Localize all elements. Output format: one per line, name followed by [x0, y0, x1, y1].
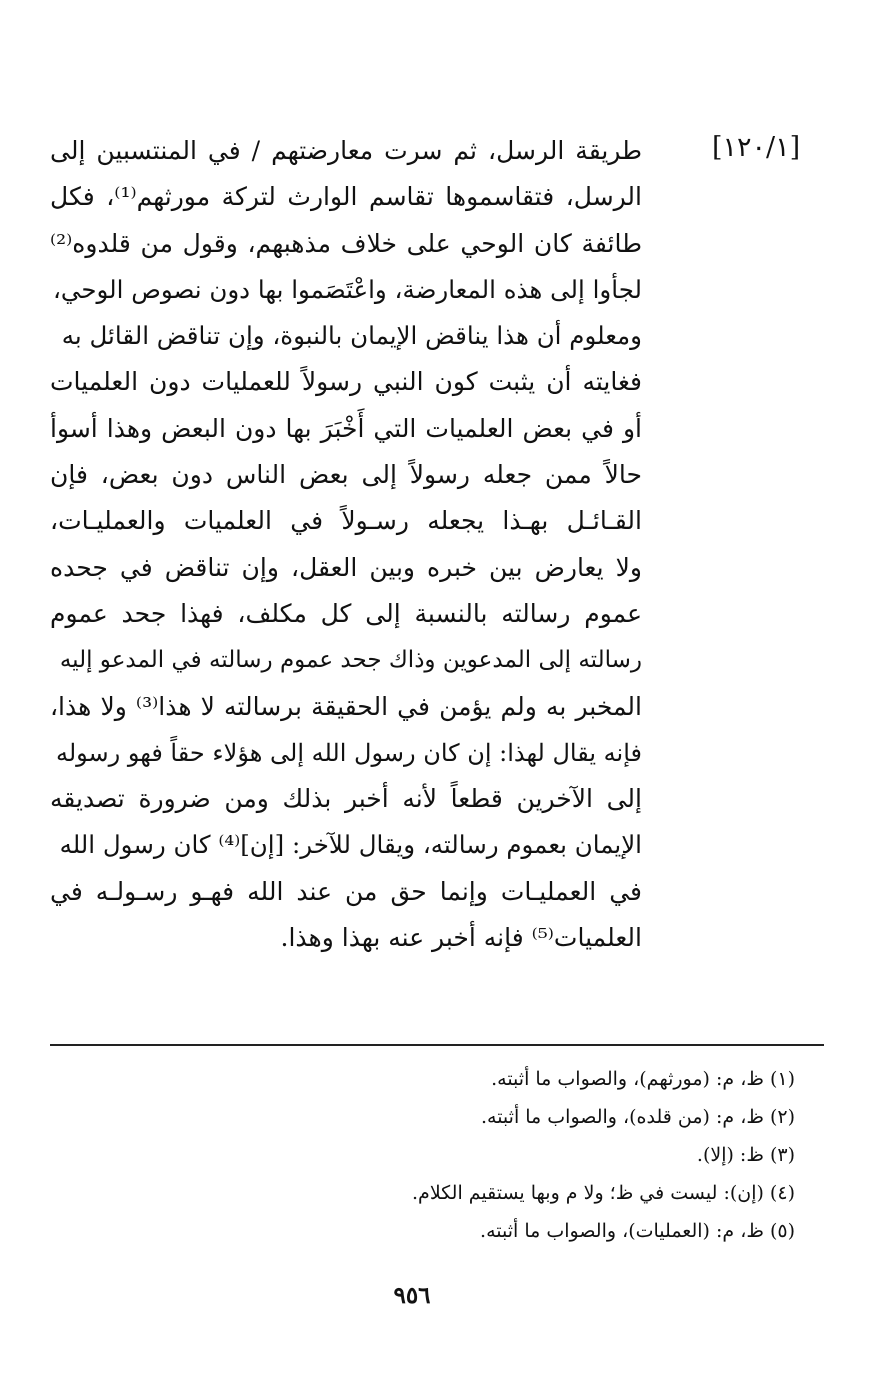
margin-reference: [١٢٠/١]: [712, 132, 801, 163]
text-line: عموم رسالته بالنسبة إلى كل مكلف، فهذا جحد عموم: [50, 598, 642, 628]
text-line: في العمليـات وإنما حق من عند الله فهـو رسـولـه في: [50, 876, 642, 906]
text-line: فغايته أن يثبت كون النبي رسولاً للعمليات دون العلميات: [50, 367, 642, 397]
text-line: طريقة الرسل، ثم سرت معارضتهم / في المنتسبين إلى: [50, 136, 642, 165]
text-line: العلميات⁽⁵⁾ فإنه أخبر عنه بهذا وهذا.: [280, 923, 642, 953]
footnote-divider: [50, 1044, 824, 1046]
footnote: (٣) ظ: (إلا).: [696, 1144, 795, 1166]
text-line: إلى الآخرين قطعاً لأنه أخبر بذلك ومن ضرورة تصديقه: [50, 784, 642, 814]
main-text-block: [50, 128, 642, 961]
footnote: (١) ظ، م: (مورثهم)، والصواب ما أثبته.: [491, 1068, 795, 1090]
text-line: القـائـل بهـذا يجعله رسـولاً في العلميات والعمليـات،: [50, 506, 642, 536]
text-line: طائفة كان الوحي على خلاف مذهبهم، وقول من قلدوه⁽²⁾: [50, 228, 642, 258]
text-line: فإنه يقال لهذا: إن كان رسول الله إلى هؤلاء حقاً فهو رسوله: [55, 738, 642, 767]
text-line: ولا يعارض بين خبره وبين العقل، وإن تناقض في جحده: [50, 552, 642, 582]
footnotes-list: [50, 1060, 795, 1250]
text-line: أو في بعض العلميات التي أَخْبَرَ بها دون البعض وهذا أسوأ: [50, 413, 642, 443]
footnote: (٢) ظ، م: (من قلده)، والصواب ما أثبته.: [480, 1106, 795, 1128]
text-line: الرسل، فتقاسموها تقاسم الوارث لتركة مورثهم⁽¹⁾، فكل: [50, 182, 642, 212]
text-line: المخبر به ولم يؤمن في الحقيقة برسالته لا هذا⁽³⁾ ولا هذا،: [50, 691, 642, 721]
text-line: رسالته إلى المدعوين وذاك جحد عموم رسالته في المدعو إليه: [59, 647, 642, 674]
footnote: (٤) (إن): ليست في ظ؛ ولا م وبها يستقيم الكلام.: [412, 1182, 795, 1204]
text-line: لجأوا إلى هذه المعارضة، واعْتَصَموا بها دون نصوص الوحي،: [53, 274, 642, 304]
page-number: ٩٥٦: [393, 1282, 431, 1309]
text-line: حالاً ممن جعله رسولاً إلى بعض الناس دون بعض، فإن: [50, 460, 642, 490]
text-line: ومعلوم أن هذا يناقض الإيمان بالنبوة، وإن تناقض القائل به: [61, 321, 642, 351]
text-line: الإيمان بعموم رسالته، ويقال للآخر: [إن]⁽⁴⁾ كان رسول الله: [59, 830, 642, 860]
footnote: (٥) ظ، م: (العمليات)، والصواب ما أثبته.: [480, 1220, 795, 1242]
